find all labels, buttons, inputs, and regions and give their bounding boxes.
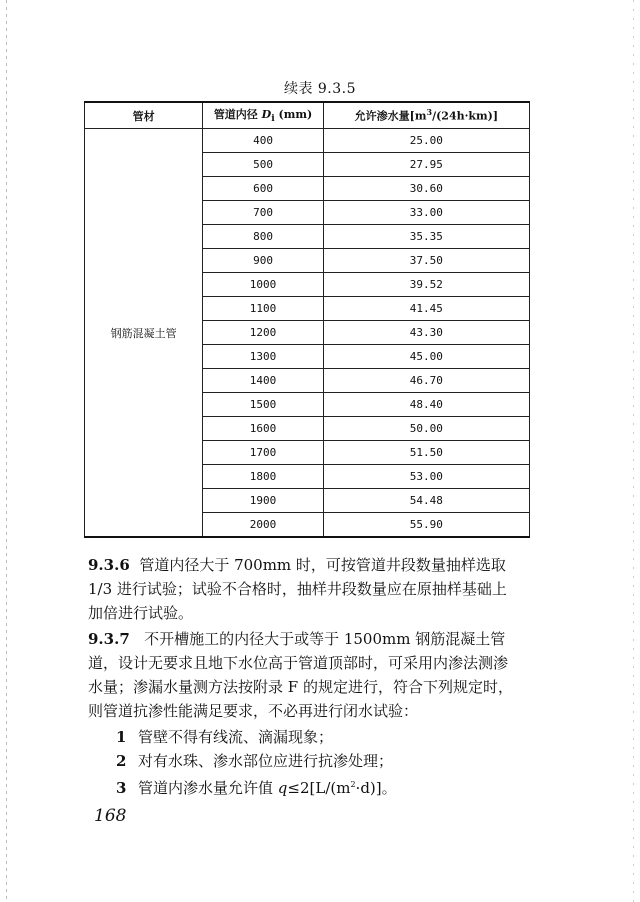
diameter-cell: 1100: [203, 297, 323, 321]
allowance-cell: 35.35: [323, 225, 529, 249]
allowance-cell: 54.48: [323, 489, 529, 513]
text-line: 道，设计无要求且地下水位高于管道顶部时，可采用内渗法测渗: [88, 654, 509, 672]
diameter-cell: 700: [203, 201, 323, 225]
diameter-cell: 1200: [203, 321, 323, 345]
header-allowance: 允许渗水量$[m^3/(24h\cdot km)]$: [323, 102, 529, 129]
allowance-cell: 25.00: [323, 129, 529, 153]
allowance-cell: 27.95: [323, 153, 529, 177]
allowance-cell: 33.00: [323, 201, 529, 225]
item-number: 1: [116, 728, 127, 746]
clause-number: 9.3.6: [88, 556, 130, 574]
formula-text: ·d)]。: [355, 779, 397, 797]
diameter-cell: 2000: [203, 513, 323, 538]
diameter-cell: 500: [203, 153, 323, 177]
diameter-cell: 400: [203, 129, 323, 153]
allowance-cell: 53.00: [323, 465, 529, 489]
table-header-row: [85, 102, 530, 129]
allowance-cell: 37.50: [323, 249, 529, 273]
clause-number: 9.3.7: [88, 630, 130, 648]
item-text: 管壁不得有线流、滴漏现象；: [138, 728, 334, 746]
text-line: 1/3 进行试验；试验不合格时，抽样井段数量应在原抽样基础上: [88, 580, 507, 598]
clause-9-3-7-items: [116, 725, 536, 800]
diameter-cell: 1300: [203, 345, 323, 369]
allowance-cell: 30.60: [323, 177, 529, 201]
diameter-cell: 800: [203, 225, 323, 249]
item-text: 对有水珠、渗水部位应进行抗渗处理；: [138, 752, 394, 770]
header-material: 管材: [85, 102, 203, 129]
allowance-cell: 50.00: [323, 417, 529, 441]
allowance-cell: 39.52: [323, 273, 529, 297]
text-line: 不开槽施工的内径大于或等于 1500mm 钢筋混凝土管: [144, 630, 506, 648]
diameter-cell: 1400: [203, 369, 323, 393]
table-title: 续表 9.3.5: [283, 81, 357, 97]
diameter-cell: 1900: [203, 489, 323, 513]
allowance-cell: 41.45: [323, 297, 529, 321]
item-number: 2: [116, 752, 127, 770]
diameter-cell: 1700: [203, 441, 323, 465]
clause-9-3-6: [88, 553, 536, 625]
allowance-cell: 46.70: [323, 369, 529, 393]
formula-variable: q: [277, 779, 288, 797]
formula-text: ≤2[L/(m: [287, 779, 351, 797]
diameter-cell: 1000: [203, 273, 323, 297]
page-number: 168: [94, 806, 127, 826]
table-row: [85, 129, 530, 153]
diameter-cell: 600: [203, 177, 323, 201]
header-diameter: 管道内径 $D_i$ (mm): [203, 102, 323, 129]
text-line: 管道内径大于 700mm 时，可按管道井段数量抽样选取: [139, 556, 506, 574]
allowance-cell: 48.40: [323, 393, 529, 417]
scan-edge-left: [6, 0, 7, 902]
seepage-table: [84, 101, 530, 538]
allowance-cell: 45.00: [323, 345, 529, 369]
diameter-cell: 1800: [203, 465, 323, 489]
item-text: 管道内渗水量允许值: [138, 779, 278, 797]
text-line: 则管道抗渗性能满足要求，不必再进行闭水试验：: [88, 702, 419, 720]
table-body: [85, 129, 530, 538]
formula-sup: 2: [350, 780, 356, 789]
diameter-cell: 900: [203, 249, 323, 273]
diameter-cell: 1500: [203, 393, 323, 417]
allowance-cell: 51.50: [323, 441, 529, 465]
item-number: 3: [116, 779, 127, 797]
clause-9-3-7: [88, 627, 536, 723]
scan-edge-right: [633, 0, 634, 902]
allowance-cell: 43.30: [323, 321, 529, 345]
text-line: 加倍进行试验。: [88, 604, 194, 622]
text-line: 水量；渗漏水量测方法按附录 F 的规定进行，符合下列规定时，: [88, 678, 513, 696]
diameter-cell: 1600: [203, 417, 323, 441]
material-cell: 钢筋混凝土管: [85, 129, 203, 538]
allowance-cell: 55.90: [323, 513, 529, 538]
